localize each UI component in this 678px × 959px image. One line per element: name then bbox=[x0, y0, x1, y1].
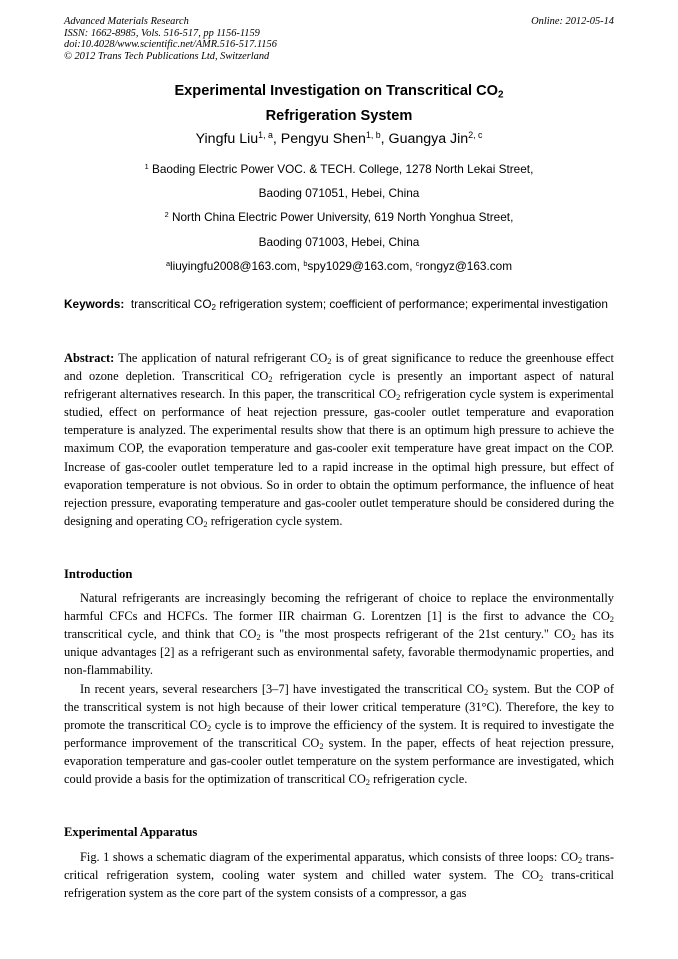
affiliation-2-line1: $^2$ North China Electric Power University, 619 North Yonghua Street, bbox=[164, 209, 514, 224]
introduction-paragraph-1: Natural refrigerants are increasingly becoming the refrigerant of choice to replace the environmentally harmful CFCs and HCFCs. The former IIR chairman G. Lorentzen [1] is the first to advance the $CO_2$ transcritical cycle, and think that $CO_2$ is "the most prospects refrigerant of the 21st century." $CO_2$ has its unique advantages [2] as a refrigerant such as environmental safety, favorable thermodynamic properties, and non-flammability. bbox=[64, 591, 614, 678]
email-address: spy1029@163.com bbox=[307, 259, 410, 273]
issn-line: ISSN: 1662-8985, Vols. 516-517, pp 1156-1159 bbox=[64, 27, 260, 39]
paper-title-line1: Experimental Investigation on Transcritical $CO_2$ bbox=[174, 83, 504, 101]
online-date: Online: 2012-05-14 bbox=[531, 16, 614, 27]
affiliation-2-line2: Baoding 071003, Hebei, China bbox=[258, 235, 420, 249]
affiliation-1-line1: $^1$ Baoding Electric Power VOC. & TECH. College, 1278 North Lekai Street, bbox=[144, 161, 534, 176]
author-name: Guangya Jin bbox=[388, 131, 469, 147]
email-line: $^a$liuyingfu2008@163.com, $^b$spy1029@163.com, $^c$rongyz@163.com bbox=[165, 258, 513, 273]
doi-line: doi:10.4028/www.scientific.net/AMR.516-517.1156 bbox=[64, 39, 277, 51]
paper-title-line2: Refrigeration System bbox=[265, 108, 413, 124]
abstract: Abstract: The application of natural refrigerant $CO_2$ is of great significance to reduce the greenhouse effect and ozone depletion. Transcritical $CO_2$ refrigeration cycle is presently an important aspect of natural refrigerant alternatives research. In this paper, the transcritical $CO_2$ refrigeration cycle system is experimental studied, effect on performance of heat rejection pressure, gas-cooler outlet temperature and evaporation temperature is analyzed. The experimental results show that there is an optimum high pressure to achieve the maximum COP, the evaporation temperature and gas-cooler exit temperature have great impact on the COP. Increase of gas-cooler outlet temperature led to a rapid increase in the optimal high pressure, but effect of evaporation temperature is not obvious. So in order to obtain the optimum performance, the influence of heat rejection pressure, evaporating temperature and gas-cooler outlet temperature should be considered during the designing and operating $CO_2$ refrigeration cycle system. bbox=[64, 351, 615, 529]
keywords: Keywords: transcritical $CO_2$ refrigeration system; coefficient of performance; experimental investigation bbox=[64, 297, 608, 312]
introduction-paragraph-2: In recent years, several researchers [3–7] have investigated the transcritical $CO_2$ system. But the COP of the transcritical system is not high because of their lower critical temperature (31°C). Therefore, the key to promote the transcritical $CO_2$ cycle is to improve the efficiency of the system. It is required to investigate the performance improvement of the transcritical $CO_2$ system. In the paper, effects of heat rejection pressure, evaporation temperature and gas-cooler outlet temperature on the system performance are investigated, which could provide a basis for the optimization of transcritical $CO_2$ refrigeration cycle. bbox=[64, 682, 615, 788]
author-list: Yingfu Liu$^{1, a}$, Pengyu Shen$^{1, b}$, Guangya Jin$^{2, c}$ bbox=[195, 130, 483, 147]
copyright-line: © 2012 Trans Tech Publications Ltd, Switzerland bbox=[64, 50, 270, 62]
email-address: liuyingfu2008@163.com bbox=[170, 259, 297, 273]
journal-name: Advanced Materials Research bbox=[64, 16, 189, 27]
email-address: rongyz@163.com bbox=[419, 259, 513, 273]
section-heading-apparatus: Experimental Apparatus bbox=[64, 825, 198, 839]
section-heading-introduction: Introduction bbox=[64, 567, 133, 581]
author-name: Yingfu Liu bbox=[195, 131, 259, 147]
journal-header bbox=[64, 16, 277, 62]
apparatus-paragraph-1: Fig. 1 shows a schematic diagram of the experimental apparatus, which consists of three loops: $CO_2$ trans-critical refrigeration system, cooling water system and chilled water system. The $CO_2$ trans-critical refrigeration system as the core part of the system consists of a compressor, a gas bbox=[64, 850, 614, 901]
affiliation-1-line2: Baoding 071051, Hebei, China bbox=[258, 186, 420, 200]
author-name: Pengyu Shen bbox=[280, 131, 366, 147]
